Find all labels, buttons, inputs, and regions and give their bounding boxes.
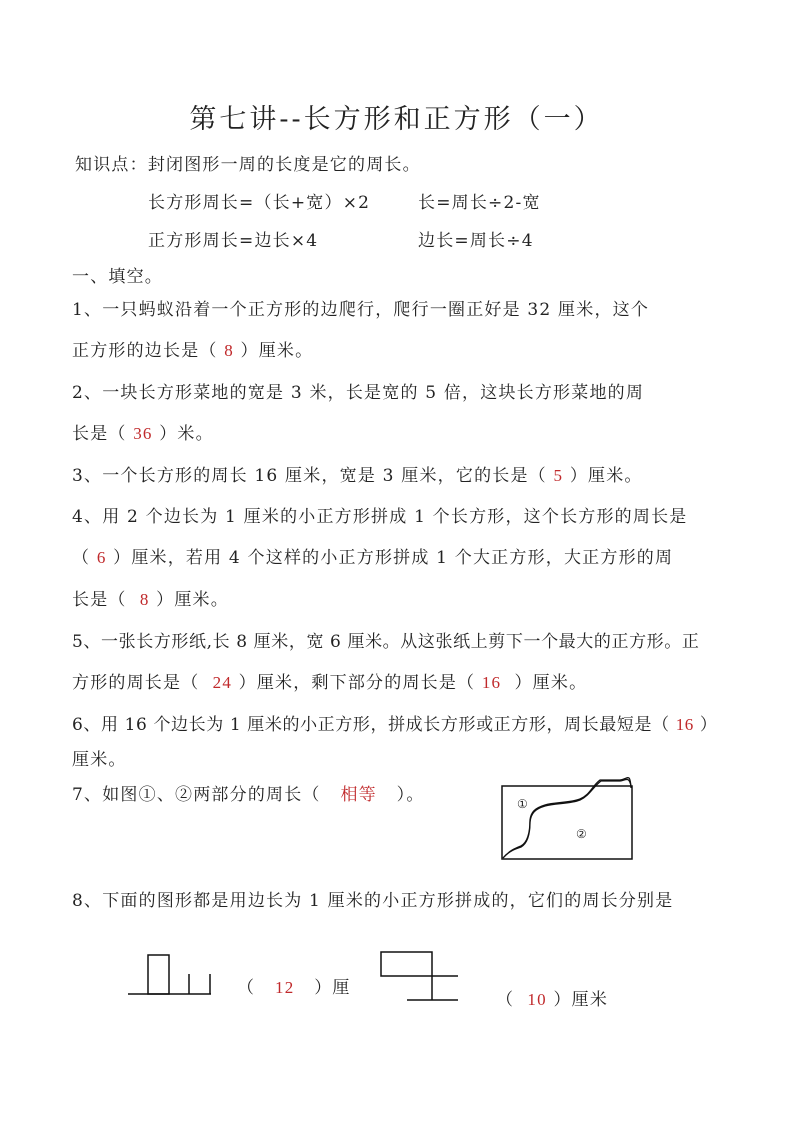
question-8-figure-1-answer: （ 12 ）厘 [237,978,351,998]
answer-1[interactable]: 8 [224,341,234,360]
question-2-line-1: 2、一块长方形菜地的宽是 3 米，长是宽的 5 倍，这块长方形菜地的周 [72,383,645,403]
answer-5b[interactable]: 16 [481,673,502,692]
knowledge-label: 知识点： [75,155,148,175]
question-4-line-1: 4、用 2 个边长为 1 厘米的小正方形拼成 1 个长方形，这个长方形的周长是 [72,507,688,527]
figure-label-2: ② [576,827,587,841]
formula-rect-length: 长=周长÷2-宽 [418,193,541,213]
figure-label-1: ① [517,797,528,811]
answer-2[interactable]: 36 [133,424,153,443]
question-8-figure-2-answer: （ 10 ）厘米 [496,990,609,1010]
question-1-line-1: 1、一只蚂蚁沿着一个正方形的边爬行，爬行一圈正好是 32 厘米，这个 [72,300,650,320]
answer-6[interactable]: 16 [675,715,694,734]
page-title: 第七讲--长方形和正方形（一） [189,104,604,135]
question-3: 3、一个长方形的周长 16 厘米，宽是 3 厘米，它的长是（ 5 ）厘米。 [72,466,643,486]
answer-4b[interactable]: 8 [139,590,150,609]
question-4-line-3: 长是（ 8 ）厘米。 [72,590,229,610]
question-7: 7、如图①、②两部分的周长（ 相等 ）。 [72,785,425,805]
section-heading: 一、填空。 [72,267,163,287]
square-figure-1 [128,955,211,994]
formula-square-side: 边长=周长÷4 [418,231,534,251]
divided-rectangle-figure [502,778,632,859]
answer-5a[interactable]: 24 [212,673,233,692]
question-5-line-2: 方形的周长是（ 24 ）厘米，剩下部分的周长是（ 16 ）厘米。 [72,673,588,693]
knowledge-text: 封闭图形一周的长度是它的周长。 [147,155,421,175]
answer-8b[interactable]: 10 [527,990,547,1009]
knowledge-point [75,150,421,175]
square-figure-2 [381,952,458,1000]
answer-8a[interactable]: 12 [275,978,295,997]
question-1-line-2: 正方形的边长是（ 8 ）厘米。 [72,341,314,361]
question-5-line-1: 5、一张长方形纸,长 8 厘米，宽 6 厘米。从这张纸上剪下一个最大的正方形。正 [72,632,700,652]
question-6-line-2: 厘米。 [72,750,127,770]
question-4-line-2: （ 6 ）厘米，若用 4 个这样的小正方形拼成 1 个大正方形，大正方形的周 [72,548,674,568]
formula-rect-perimeter: 长方形周长=（长+宽）×2 [148,193,371,213]
question-8-line-1: 8、下面的图形都是用边长为 1 厘米的小正方形拼成的，它们的周长分别是 [72,891,674,911]
question-2-line-2: 长是（ 36 ）米。 [72,424,214,444]
question-6-line-1: 6、用 16 个边长为 1 厘米的小正方形，拼成长方形或正方形，周长最短是（ 16 ） [72,715,718,735]
answer-7[interactable]: 相等 [340,785,377,805]
formula-square-perimeter: 正方形周长=边长×4 [148,231,319,251]
answer-4a[interactable]: 6 [96,548,107,567]
answer-3[interactable]: 5 [553,466,564,485]
